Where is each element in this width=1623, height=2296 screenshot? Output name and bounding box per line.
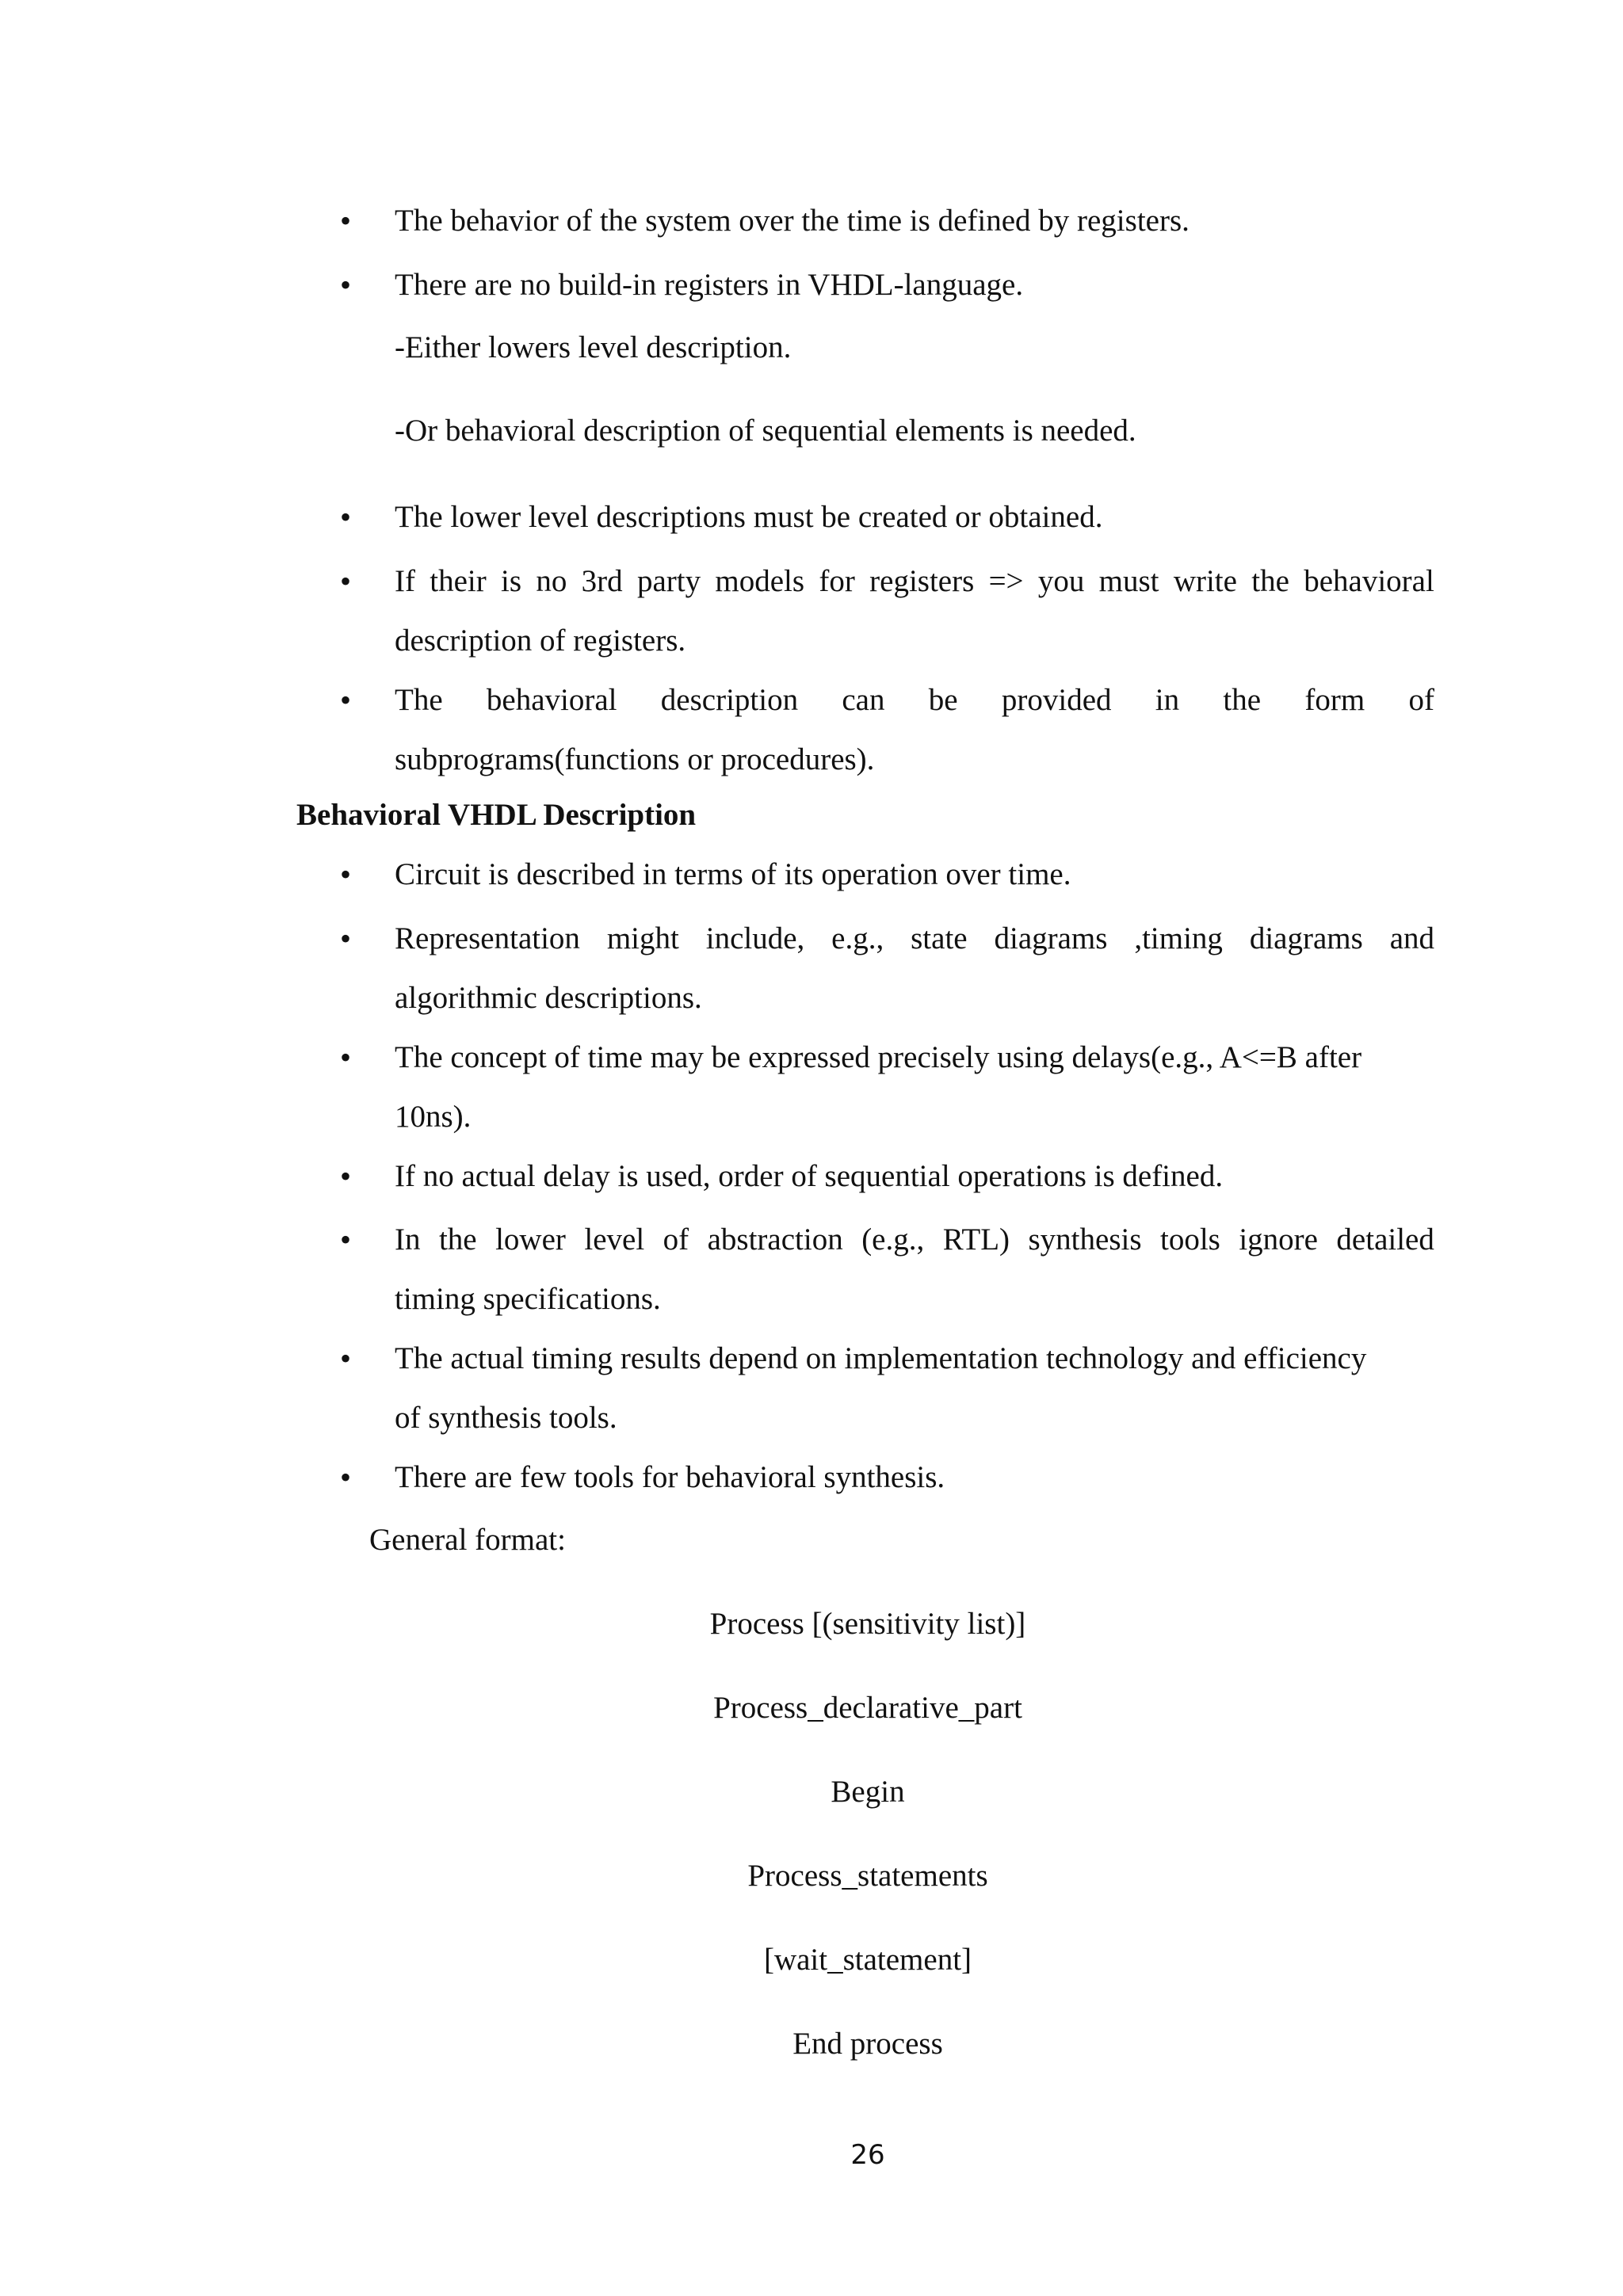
bullet-text-continuation: description of registers. [395, 624, 686, 658]
justified-word: you [1037, 564, 1085, 598]
bullet-marker: • [340, 1341, 352, 1376]
bullet-text: The actual timing results depend on implementation technology and efficiency [395, 1341, 1367, 1375]
bullet-marker: • [340, 682, 352, 718]
justified-word: detailed [1336, 1222, 1434, 1257]
justified-word: diagrams [1249, 921, 1363, 955]
justified-word: is [501, 564, 522, 598]
bullet-text: The behavior of the system over the time is defined by registers. [395, 204, 1190, 238]
justified-word: abstraction [707, 1222, 843, 1257]
justified-word: level [584, 1222, 645, 1257]
bullet-marker: • [340, 267, 352, 303]
justified-word: behavioral [486, 683, 617, 717]
justified-word: write [1173, 564, 1237, 598]
justified-word: and [1389, 921, 1434, 955]
bullet-text: The lower level descriptions must be created or obtained. [395, 500, 1103, 534]
justified-word: party [636, 564, 701, 598]
format-line: Process_declarative_part [713, 1691, 1022, 1725]
justified-word: The [395, 683, 443, 717]
justified-word: the [1223, 683, 1262, 717]
justified-word: description [660, 683, 799, 717]
justified-word: include, [705, 921, 805, 955]
justified-word: synthesis [1028, 1222, 1142, 1257]
bullet-text-justified [395, 920, 1434, 958]
format-line: End process [792, 2027, 943, 2061]
bullet-text-continuation: algorithmic descriptions. [395, 981, 702, 1015]
bullet-marker: • [340, 1222, 352, 1257]
section-heading: Behavioral VHDL Description [296, 798, 697, 832]
justified-word: ignore [1239, 1222, 1318, 1257]
bullet-text-justified [395, 1221, 1434, 1259]
bullet-marker: • [340, 499, 352, 535]
justified-word: models [715, 564, 805, 598]
bullet-marker: • [340, 1158, 352, 1194]
justified-word: state [911, 921, 968, 955]
page-number: 26 [850, 2139, 885, 2171]
justified-word: their [430, 564, 487, 598]
format-line: [wait_statement] [763, 1943, 972, 1977]
justified-word: tools [1159, 1222, 1220, 1257]
format-line: Process [(sensitivity list)] [709, 1607, 1026, 1641]
justified-word: Representation [395, 921, 580, 955]
justified-word: (e.g., [861, 1222, 925, 1257]
bullet-text-continuation: subprograms(functions or procedures). [395, 742, 875, 776]
justified-word: behavioral [1304, 564, 1434, 598]
bullet-text-continuation: 10ns). [395, 1100, 472, 1134]
justified-word: registers [869, 564, 975, 598]
justified-word: lower [495, 1222, 566, 1257]
bullet-text-justified [395, 681, 1434, 719]
bullet-marker: • [340, 856, 352, 892]
justified-word: must [1098, 564, 1159, 598]
justified-word: the [1251, 564, 1289, 598]
justified-word: RTL) [942, 1222, 1010, 1257]
justified-word: be [928, 683, 958, 717]
format-line: Begin [831, 1775, 905, 1809]
sub-item-text: -Or behavioral description of sequential elements is needed. [395, 414, 1136, 448]
bullet-text: There are few tools for behavioral synthesis. [395, 1460, 945, 1494]
justified-word: If [395, 564, 415, 598]
justified-word: diagrams [994, 921, 1108, 955]
bullet-marker: • [340, 921, 352, 956]
justified-word: the [438, 1222, 477, 1257]
bullet-text: Circuit is described in terms of its operation over time. [395, 857, 1071, 891]
justified-word: can [842, 683, 885, 717]
bullet-marker: • [340, 203, 352, 238]
justified-word: provided [1001, 683, 1112, 717]
justified-word: might [606, 921, 679, 955]
format-line: Process_statements [747, 1859, 988, 1893]
bullet-marker: • [340, 563, 352, 599]
bullet-marker: • [340, 1039, 352, 1075]
bullet-text: The concept of time may be expressed precisely using delays(e.g., A<=B after [395, 1040, 1362, 1074]
justified-word: => [988, 564, 1024, 598]
justified-word: in [1155, 683, 1180, 717]
justified-word: 3rd [581, 564, 623, 598]
bullet-text-justified [395, 563, 1434, 601]
bullet-marker: • [340, 1459, 352, 1495]
justified-word: of [663, 1222, 689, 1257]
bullet-text-continuation: of synthesis tools. [395, 1401, 617, 1435]
justified-word: no [536, 564, 567, 598]
sub-item-text: -Either lowers level description. [395, 330, 792, 364]
justified-word: of [1408, 683, 1434, 717]
bullet-text: If no actual delay is used, order of sequential operations is defined. [395, 1159, 1224, 1193]
justified-word: form [1304, 683, 1365, 717]
justified-word: e.g., [831, 921, 884, 955]
justified-word: for [819, 564, 855, 598]
justified-word: ,timing [1134, 921, 1223, 955]
bullet-text-continuation: timing specifications. [395, 1282, 661, 1316]
bullet-text: There are no build-in registers in VHDL-language. [395, 268, 1024, 302]
justified-word: In [395, 1222, 421, 1257]
general-format-label: General format: [369, 1523, 566, 1557]
